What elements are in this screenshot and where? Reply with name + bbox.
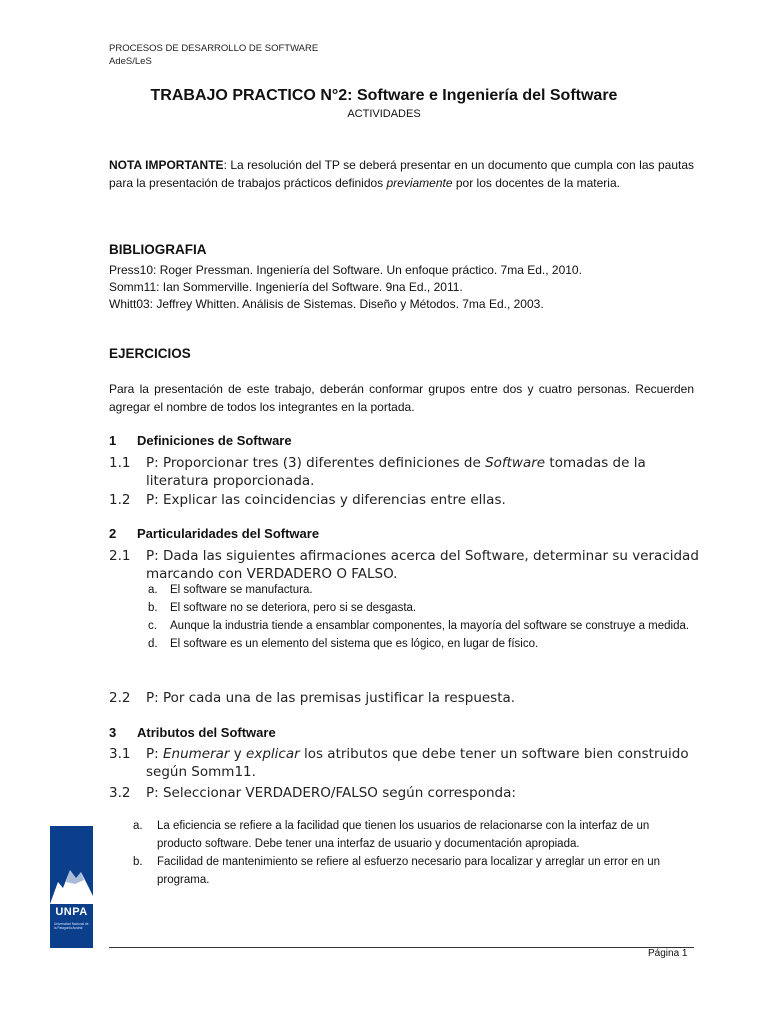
question-number: 3.1	[109, 746, 131, 762]
question-number: 2.1	[109, 548, 131, 564]
list-letter: b.	[148, 602, 158, 614]
bibliography-heading: BIBLIOGRAFIA	[109, 242, 207, 257]
important-note	[109, 156, 694, 192]
note-text-b: por los docentes de la materia.	[452, 176, 620, 190]
bibliography-entry: Somm11: Ian Sommerville. Ingeniería del Software. 9na Ed., 2011.	[109, 280, 463, 294]
question-text-b: tomadas de la literatura proporcionada.	[146, 455, 646, 489]
header-code: AdeS/LeS	[109, 56, 152, 67]
section-3-heading	[109, 725, 276, 740]
question-text-a: P: Proporcionar tres (3) diferentes definiciones de	[146, 455, 486, 471]
question-number: 3.2	[109, 785, 131, 801]
logo-subtext: Universidad Nacional de la Patagonia Austral	[54, 922, 89, 930]
question-3-1	[109, 745, 699, 781]
section-number: 3	[109, 725, 117, 740]
list-letter: b.	[133, 856, 143, 868]
list-text: Aunque la industria tiende a ensamblar componentes, la mayoría del software se construye a medida.	[170, 620, 690, 632]
list-item	[148, 618, 694, 635]
list-letter: c.	[148, 620, 157, 632]
bibliography-entry: Whitt03: Jeffrey Whitten. Análisis de Sistemas. Diseño y Métodos. 7ma Ed., 2003.	[109, 297, 544, 311]
list-item	[133, 853, 695, 889]
question-number: 2.2	[109, 690, 131, 706]
question-text: P: Dada las siguientes afirmaciones acerca del Software, determinar su veracidad marcando con VERDADERO O FALSO.	[146, 548, 699, 582]
list-text: El software no se deteriora, pero si se desgasta.	[170, 602, 417, 614]
question-3-2	[109, 784, 699, 802]
question-2-2	[109, 689, 699, 707]
section-title: Definiciones de Software	[137, 433, 292, 448]
list-text: Facilidad de mantenimiento se refiere al esfuerzo necesario para localizar y arreglar un error en un programa.	[157, 856, 661, 886]
list-item	[148, 582, 694, 599]
list-text: La eficiencia se refiere a la facilidad que tienen los usuarios de relacionarse con la interfaz de un producto software. Debe tener una interfaz de usuario y documentación apropiada.	[157, 820, 650, 850]
bibliography-entry: Press10: Roger Pressman. Ingeniería del Software. Un enfoque práctico. 7ma Ed., 2010.	[109, 263, 582, 277]
page-number: Página 1	[648, 948, 688, 959]
question-text-y: y	[229, 746, 247, 762]
list-letter: a.	[148, 584, 158, 596]
logo-text: UNPA	[55, 906, 88, 918]
section-1-heading	[109, 433, 292, 448]
question-text: P: Seleccionar VERDADERO/FALSO según corresponda:	[146, 785, 516, 801]
list-item	[133, 817, 695, 853]
bibliography-list	[109, 262, 699, 313]
document-subtitle: ACTIVIDADES	[347, 108, 421, 120]
list-text: El software es un elemento del sistema que es lógico, en lugar de físico.	[170, 638, 539, 650]
exercises-intro: Para la presentación de este trabajo, deberán conformar grupos entre dos y cuatro personas. Recuerden agregar el nombre de todos los integrantes en la portada.	[109, 382, 694, 414]
exercises-heading: EJERCICIOS	[109, 346, 191, 361]
mountain-icon	[50, 826, 93, 906]
note-text-a: : La resolución del TP se deberá presentar en un documento que cumpla con las pautas para la presentación de trabajos prácticos definidos	[109, 158, 694, 190]
document-title: TRABAJO PRACTICO N°2: Software e Ingeniería del Software	[150, 87, 618, 104]
list-item	[148, 600, 694, 617]
question-text: P: Explicar las coincidencias y diferencias entre ellas.	[146, 492, 506, 508]
list-letter: a.	[133, 820, 143, 832]
section-number: 2	[109, 526, 117, 541]
section-title: Atributos del Software	[137, 725, 276, 740]
section-2-heading	[109, 526, 319, 541]
note-label: NOTA IMPORTANTE	[109, 158, 224, 172]
header-course: PROCESOS DE DESARROLLO DE SOFTWARE	[109, 43, 319, 54]
question-number: 1.2	[109, 492, 131, 508]
question-emphasis: explicar	[246, 746, 300, 762]
true-false-list	[133, 817, 695, 889]
question-number: 1.1	[109, 455, 131, 471]
footer-divider	[109, 947, 694, 948]
question-1-2	[109, 491, 699, 509]
section-title: Particularidades del Software	[137, 526, 320, 541]
question-1-1	[109, 454, 699, 490]
note-emphasis: previamente	[386, 176, 453, 190]
unpa-logo	[50, 826, 93, 948]
question-text-rest: los atributos que debe tener un software bien construido según Somm11.	[146, 746, 689, 780]
question-text: P: Por cada una de las premisas justificar la respuesta.	[146, 690, 516, 706]
list-item	[148, 636, 694, 653]
question-2-1	[109, 547, 699, 583]
list-text: El software se manufactura.	[170, 584, 313, 596]
list-letter: d.	[148, 638, 158, 650]
statement-list	[148, 582, 694, 654]
question-emphasis: Enumerar	[162, 746, 230, 762]
question-text-p: P:	[146, 746, 163, 762]
question-emphasis: Software	[485, 455, 546, 471]
section-number: 1	[109, 433, 117, 448]
